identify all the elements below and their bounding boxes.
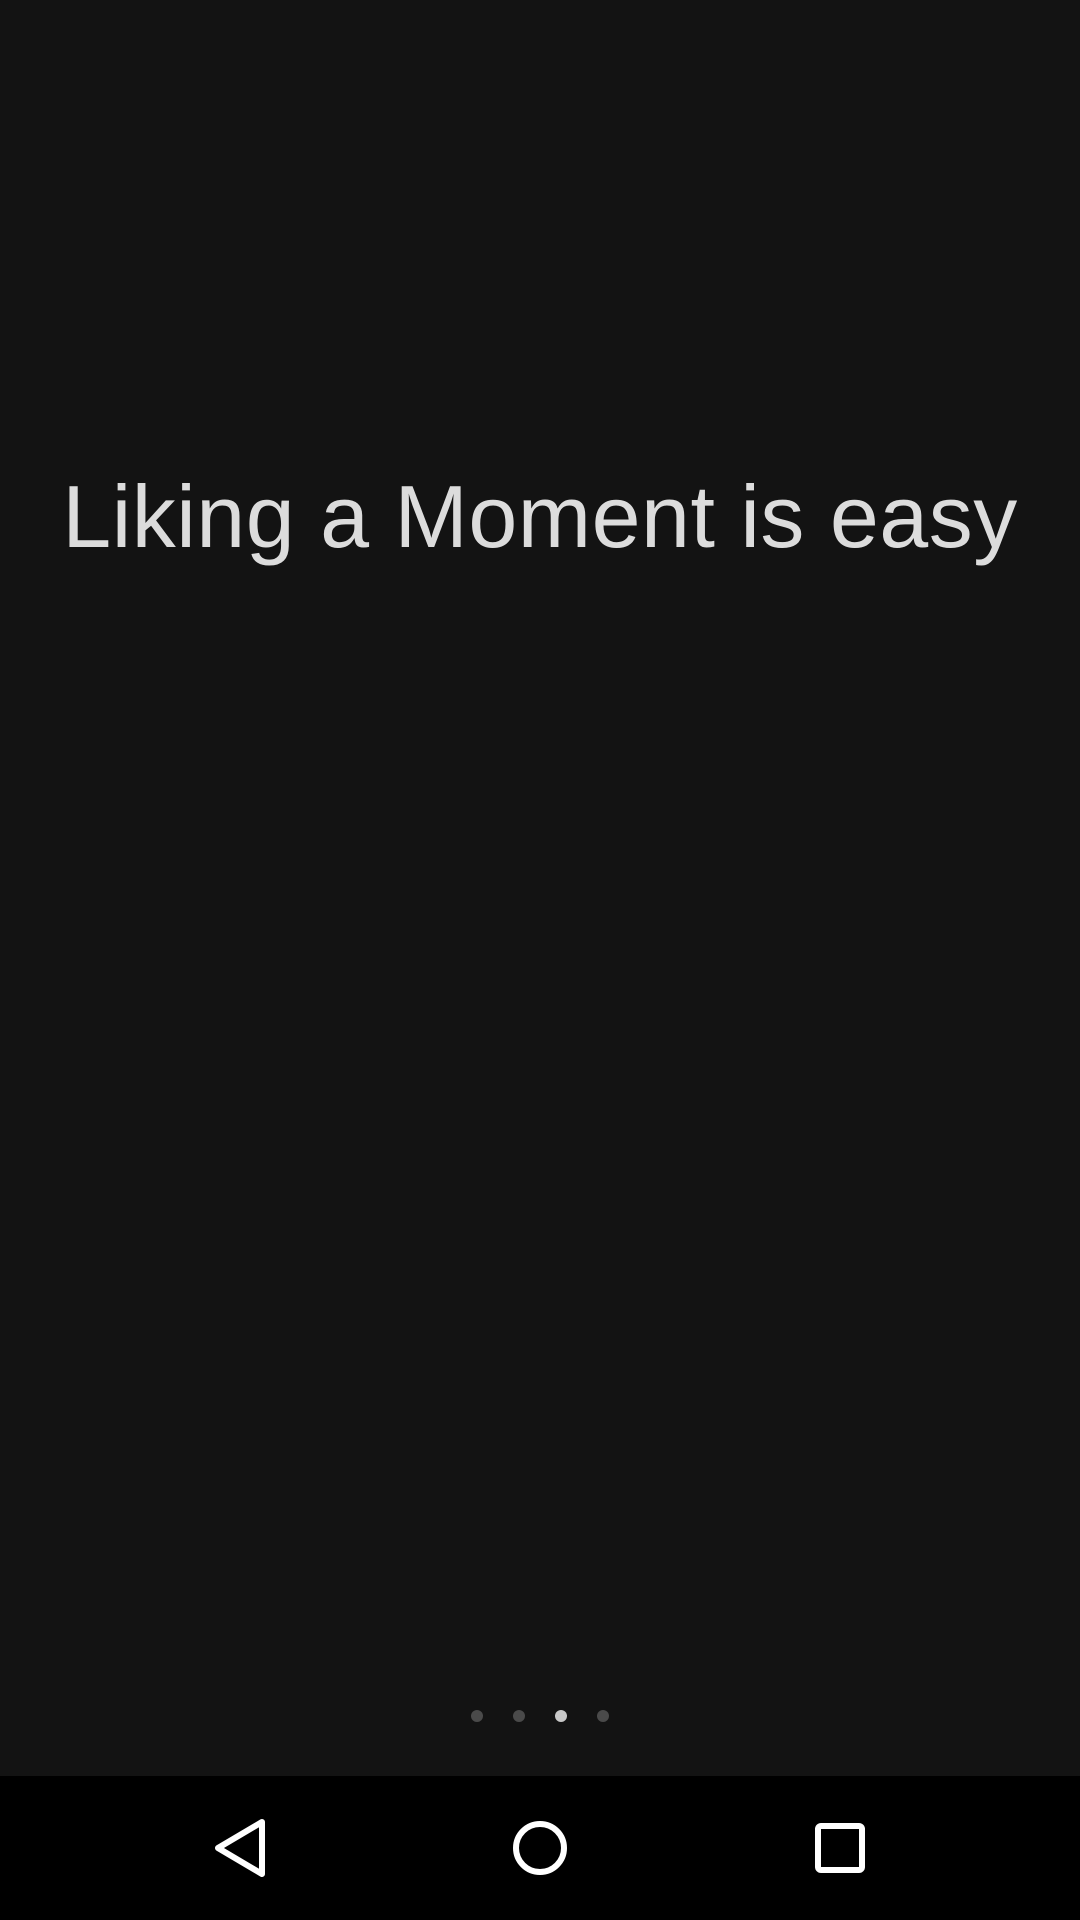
page-indicator xyxy=(0,1703,1080,1729)
recents-button[interactable] xyxy=(768,1776,912,1920)
recents-square-icon xyxy=(812,1820,868,1876)
home-button[interactable] xyxy=(468,1776,612,1920)
page-dot-1[interactable] xyxy=(471,1710,483,1722)
back-button[interactable] xyxy=(168,1776,312,1920)
page-dot-2[interactable] xyxy=(513,1710,525,1722)
home-circle-icon xyxy=(510,1818,570,1878)
system-navigation-bar xyxy=(0,1776,1080,1920)
back-triangle-icon xyxy=(210,1816,270,1880)
page-dot-3-active[interactable] xyxy=(555,1710,567,1722)
onboarding-headline: Liking a Moment is easy xyxy=(62,467,1018,566)
page-dot-4[interactable] xyxy=(597,1710,609,1722)
